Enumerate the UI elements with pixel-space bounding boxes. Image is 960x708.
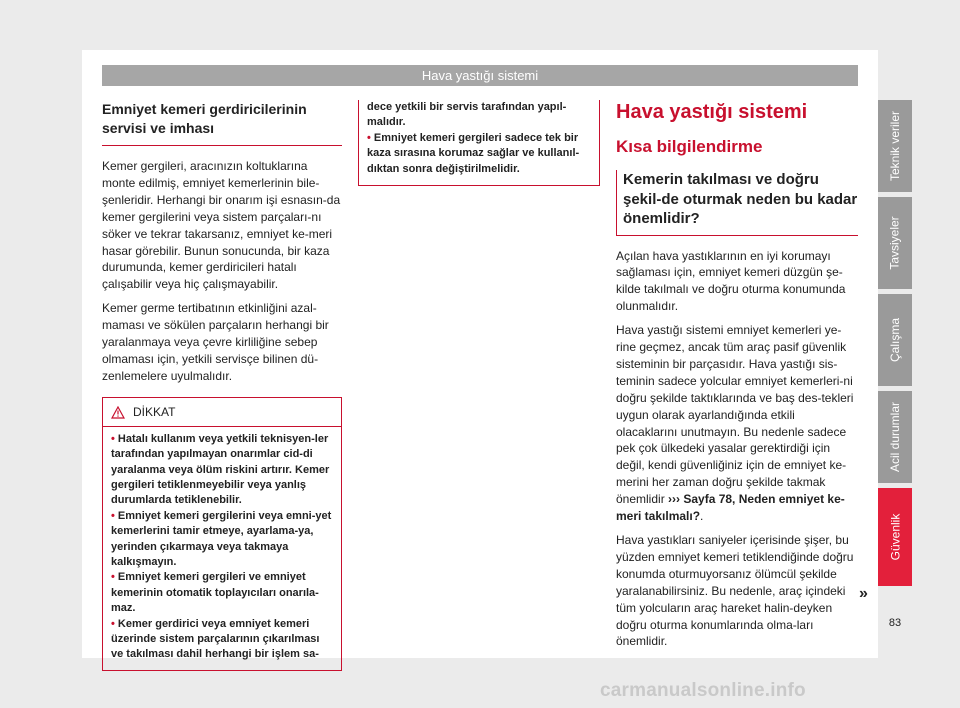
chapter-heading: Hava yastığı sistemi [616, 101, 808, 123]
paragraph: Açılan hava yastıklarının en iyi korumayı sağlaması için, emniyet kemeri düzgün şe-kilde takılmalı ve doğru oturma konumunda olunmalıdır. [616, 248, 846, 314]
paragraph: Hava yastığı sistemi emniyet kemerleri ye-rine geçmez, ancak tüm araç pasif güvenlik sisteminin bir parçasıdır. Hava yastığı sis-teminin sadece yolcular emniyet kemerleri-ni doğru şekilde taktıklarında ve baş des-tekleri uygun olarak ayarlandığında etkili olacaklarını unutmayın. Bu nedenle sadece pek çok ülkedeki yasalar gerektirdiği için değil, kendi güvenliğiniz için de emniyet ke-merini her zaman doğru şekilde takmak önemlidir ››› Sayfa 78, Neden emniyet ke-meri takılmalı?. [616, 323, 854, 524]
page-header: Hava yastığı sistemi [102, 65, 858, 86]
paragraph: Kemer germe tertibatının etkinliğini azal-maması ve sökülen parçaların herhangi bir yaralanmaya veya çevre kirliliğine sebep olmaması için, yetkili servisçe bilinen dü-zenlemelere uyulmalıdır. [102, 301, 329, 383]
column-left [102, 100, 342, 671]
warning-item-continued: dece yetkili bir servis tarafından yapıl-malıdır. [367, 101, 567, 129]
warning-label: DİKKAT [133, 404, 176, 419]
boxed-heading: Kemerin takılması ve doğru şekil-de oturmak neden bu kadar önemlidir? [616, 170, 858, 236]
warning-item: • Emniyet kemeri gergilerini veya emni-yet kemerlerini tamir etmeye, ayarlama-ya, yerinden çıkarmaya veya takmaya kalkışmayın. [111, 509, 332, 568]
warning-item: • Hatalı kullanım veya yetkili teknisyen-ler tarafından yapılmayan onarımlar cid-di yaralanma veya ölüm riskini artırır. Kemer gergileri tetiklenmeyebilir veya yanlış durumlarda tetiklenebilir. [111, 432, 330, 507]
page-reference-link[interactable]: ››› Sayfa 78, Neden emniyet ke-meri takılmalı? [616, 492, 845, 524]
warning-item: • Kemer gerdirici veya emniyet kemeri üzerinde sistem parçalarının çıkarılması ve takılması dahil herhangi bir işlem sa- [111, 617, 320, 661]
section-title: Emniyet kemeri gerdiricilerinin servisi ve imhası [102, 100, 342, 146]
column-right [616, 100, 858, 657]
warning-item: • Emniyet kemeri gergileri sadece tek bir kaza sırasına korumaz sağlar ve kullanıl-dıktan sonra değiştirilmelidir. [367, 131, 580, 175]
sub-heading: Kısa bilgilendirme [616, 137, 763, 156]
warning-triangle-icon [111, 406, 125, 419]
warning-header [103, 398, 341, 427]
paragraph: Hava yastıkları saniyeler içerisinde şişer, bu yüzden emniyet kemeri tetiklendiğinde doğru konumda oturmuyorsanız ölümcül şekilde yaralanabilirsiniz. Bu nedenle, araç içindeki tüm yolcuların araç hareket halin-deyken doğru oturma konumlarında olma-ları önemlidir. [616, 533, 854, 649]
bullet-icon: • [111, 509, 118, 522]
warning-item: • Emniyet kemeri gergileri ve emniyet kemerinin otomatik toplayıcıları onarıla-maz. [111, 571, 319, 615]
watermark: carmanualsonline.info [600, 680, 806, 701]
tab-acil-durumlar[interactable]: Acil durumlar [878, 391, 912, 483]
warning-box [102, 397, 342, 671]
column-middle [358, 100, 600, 186]
warning-box-continued [358, 100, 600, 186]
warning-body [359, 100, 599, 185]
bullet-icon: • [111, 617, 118, 630]
page-number: 83 [888, 617, 902, 629]
paragraph: Kemer gergileri, aracınızın koltuklarına monte edilmiş, emniyet kemerlerinin bile-şenleridir. Herhangi bir onarım işi esnasın-da kemer gergilerini veya sistem parçaları-nı söker ve tekrar takarsanız, emniyet ke-meri hasar görebilir. Bunun sonucunda, bir kaza durumunda, kemer gerdiricileri hatalı çalışabilir veya hiç çalışmayabilir. [102, 159, 341, 292]
bullet-icon: • [111, 571, 118, 584]
tab-guvenlik[interactable]: Güvenlik [878, 488, 912, 586]
warning-body [103, 427, 341, 670]
tab-calisma[interactable]: Çalışma [878, 294, 912, 386]
bullet-icon: • [367, 131, 374, 144]
continue-arrow-icon: » [859, 585, 868, 602]
tab-teknik-veriler[interactable]: Teknik veriler [878, 100, 912, 192]
tab-tavsiyeler[interactable]: Tavsiyeler [878, 197, 912, 289]
bullet-icon: • [111, 432, 118, 445]
